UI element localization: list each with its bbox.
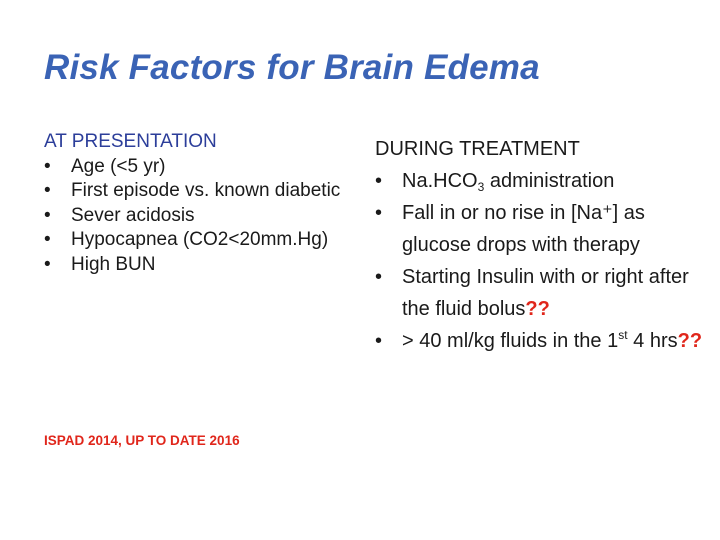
- question-mark: ??: [677, 330, 703, 352]
- source-citation: ISPAD 2014, UP TO DATE 2016: [44, 433, 240, 448]
- bullet: •: [375, 330, 383, 352]
- list-item: [44, 179, 344, 204]
- treatment-column: [375, 133, 705, 357]
- list-item: [44, 204, 344, 229]
- subscript: 3: [477, 180, 485, 194]
- bullet: •: [44, 229, 51, 250]
- presentation-list: [44, 155, 344, 278]
- list-item-text: Fall in or no rise in [Na⁺] as glucose drops with therapy: [402, 202, 645, 256]
- text-fragment: administration: [484, 170, 615, 192]
- list-item-text: High BUN: [71, 253, 156, 275]
- question-mark: ??: [525, 298, 550, 320]
- list-item-text: Sever acidosis: [71, 204, 195, 226]
- list-item-text: [402, 266, 689, 320]
- treatment-heading: DURING TREATMENT: [375, 138, 580, 160]
- text-fragment: Na.HCO: [402, 170, 478, 192]
- list-item-text: Hypocapnea (CO2<20mm.Hg): [71, 229, 329, 250]
- list-item: [44, 228, 344, 253]
- bullet: •: [375, 266, 383, 288]
- list-item: [375, 325, 705, 357]
- presentation-column: [44, 130, 344, 277]
- list-item: [44, 155, 344, 180]
- list-item: [375, 197, 705, 261]
- bullet: •: [375, 202, 383, 224]
- bullet: •: [375, 170, 383, 192]
- slide-title: Risk Factors for Brain Edema: [44, 48, 540, 87]
- list-item: [375, 261, 705, 325]
- list-item: [375, 165, 705, 197]
- text-fragment: Starting Insulin with or right after the fluid bolus: [402, 266, 689, 320]
- text-fragment: 4 hrs: [627, 330, 678, 352]
- bullet: •: [44, 155, 51, 177]
- presentation-heading: AT PRESENTATION: [44, 131, 217, 152]
- bullet: •: [44, 204, 51, 226]
- list-item-text: [402, 330, 702, 352]
- list-item-text: First episode vs. known diabetic: [71, 180, 341, 201]
- list-item: [44, 253, 344, 278]
- list-item-text: [402, 170, 614, 192]
- bullet: •: [44, 180, 51, 201]
- superscript: st: [618, 328, 628, 342]
- list-item-text: Age (<5 yr): [71, 155, 166, 177]
- text-fragment: > 40 ml/kg fluids in the 1: [402, 330, 619, 352]
- bullet: •: [44, 253, 51, 275]
- treatment-list: [375, 165, 705, 357]
